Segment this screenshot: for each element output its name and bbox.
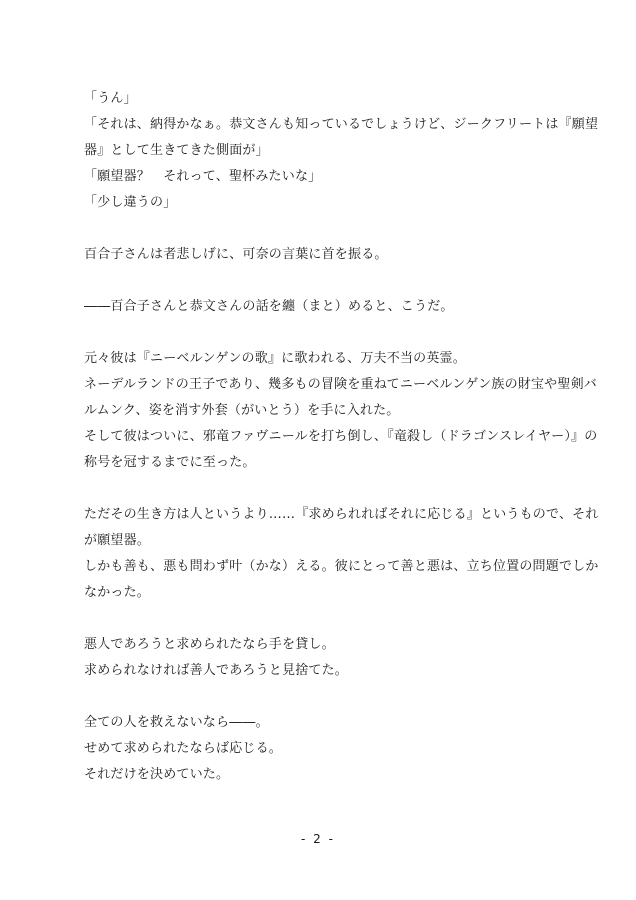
blank-line bbox=[84, 606, 560, 632]
paragraph bbox=[84, 554, 599, 606]
paragraph bbox=[84, 190, 560, 216]
body-text bbox=[84, 86, 599, 788]
blank-line bbox=[84, 216, 560, 242]
paragraph bbox=[84, 736, 560, 762]
paragraph bbox=[84, 242, 560, 268]
paragraph bbox=[84, 112, 599, 164]
paragraph bbox=[84, 762, 560, 788]
blank-line bbox=[84, 320, 560, 346]
text-line: が願望器。 bbox=[84, 533, 151, 548]
text-line: 「うん」 bbox=[84, 91, 137, 106]
paragraph bbox=[84, 372, 597, 424]
text-line: それだけを決めていた。 bbox=[84, 767, 230, 782]
text-line: しかも善も、悪も問わず叶（かな）える。彼にとって善と悪は、立ち位置の問題でしか bbox=[84, 559, 599, 574]
text-line: 悪人であろうと求められたなら手を貸し。 bbox=[84, 637, 335, 652]
paragraph bbox=[84, 294, 560, 320]
page-number: - 2 - bbox=[301, 832, 335, 846]
paragraph bbox=[84, 164, 560, 190]
text-line: 全ての人を救えないなら――。 bbox=[84, 715, 269, 730]
paragraph bbox=[84, 86, 560, 112]
paragraph bbox=[84, 632, 560, 658]
paragraph bbox=[84, 424, 598, 476]
text-line: 「少し違うの」 bbox=[84, 195, 177, 210]
text-line: 称号を冠するまでに至った。 bbox=[84, 455, 256, 470]
text-line: 元々彼は『ニーベルンゲンの歌』に歌われる、万夫不当の英霊。 bbox=[84, 351, 466, 366]
text-line: ネーデルランドの王子であり、幾多もの冒険を重ねてニーベルンゲン族の財宝や聖剣バ bbox=[84, 377, 597, 392]
blank-line bbox=[84, 268, 560, 294]
paragraph bbox=[84, 502, 599, 554]
paragraph bbox=[84, 658, 560, 684]
text-line: せめて求められたならば応じる。 bbox=[84, 741, 283, 756]
text-line: 「それは、納得かなぁ。恭文さんも知っているでしょうけど、ジークフリートは『願望 bbox=[84, 117, 599, 132]
blank-line bbox=[84, 684, 560, 710]
text-line: ――百合子さんと恭文さんの話を纏（まと）めると、こうだ。 bbox=[84, 299, 454, 314]
text-line: 器』として生きてきた側面が」 bbox=[84, 143, 269, 158]
paragraph bbox=[84, 346, 560, 372]
text-line: ルムンク、姿を消す外套（がいとう）を手に入れた。 bbox=[84, 403, 400, 418]
text-line: なかった。 bbox=[84, 585, 151, 600]
text-line: そして彼はついに、邪竜ファヴニールを打ち倒し、『竜殺し（ドラゴンスレイヤー）』の bbox=[84, 429, 598, 444]
text-line: 百合子さんは者悲しげに、可奈の言葉に首を振る。 bbox=[84, 247, 388, 262]
text-line: 求められなければ善人であろうと見捨てた。 bbox=[84, 663, 349, 678]
paragraph bbox=[84, 710, 560, 736]
text-line: 「願望器？ それって、聖杯みたいな」 bbox=[84, 169, 322, 184]
blank-line bbox=[84, 476, 560, 502]
text-line: ただその生き方は人というより……『求められればそれに応じる』というもので、それ bbox=[84, 507, 599, 522]
